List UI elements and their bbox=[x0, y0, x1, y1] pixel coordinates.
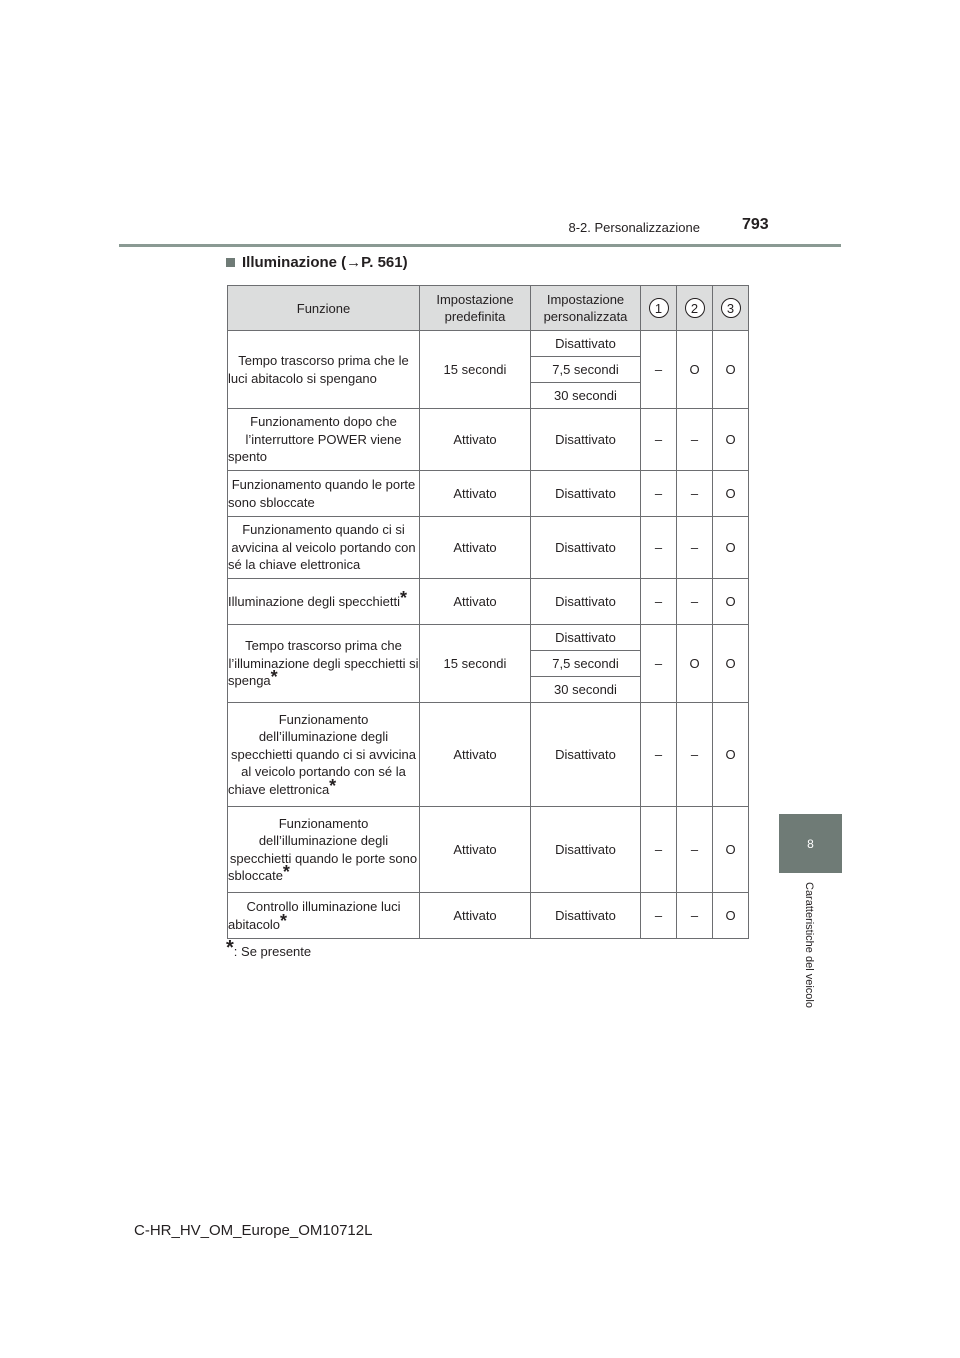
option-3-cell: O bbox=[713, 625, 749, 703]
table-row bbox=[228, 625, 749, 651]
custom-cell: 30 secondi bbox=[531, 383, 641, 409]
table-row bbox=[228, 331, 749, 357]
option-1-cell: – bbox=[641, 625, 677, 703]
circled-2-icon: 2 bbox=[685, 298, 705, 318]
function-text: Controllo illuminazione luci abitacolo bbox=[228, 899, 401, 932]
custom-cell: Disattivato bbox=[531, 703, 641, 807]
option-1-cell: – bbox=[641, 893, 677, 939]
circled-1-icon: 1 bbox=[649, 298, 669, 318]
footer-doc-id: C-HR_HV_OM_Europe_OM10712L bbox=[134, 1222, 373, 1239]
settings-table bbox=[227, 285, 749, 939]
header-option-2 bbox=[677, 286, 713, 331]
option-1-cell: – bbox=[641, 471, 677, 517]
header-function: Funzione bbox=[228, 286, 420, 331]
default-cell: 15 secondi bbox=[420, 331, 531, 409]
function-text: Funzionamento dell’illuminazione degli specchietti quando le porte sono sbloccate bbox=[228, 815, 418, 883]
page-number: 793 bbox=[742, 216, 769, 233]
header-option-3 bbox=[713, 286, 749, 331]
table-header-row bbox=[228, 286, 749, 331]
option-2-cell: O bbox=[677, 331, 713, 409]
option-3-cell: O bbox=[713, 703, 749, 807]
option-2-cell: – bbox=[677, 579, 713, 625]
function-cell: Tempo trascorso prima che le luci abitacolo si spengano bbox=[228, 331, 420, 409]
table-row bbox=[228, 579, 749, 625]
custom-cell: Disattivato bbox=[531, 893, 641, 939]
option-2-cell: – bbox=[677, 471, 713, 517]
section-header: 8-2. Personalizzazione bbox=[568, 220, 700, 235]
footnote bbox=[226, 937, 312, 959]
function-text: Tempo trascorso prima che l’illuminazione degli specchietti si spenga bbox=[228, 638, 419, 689]
option-3-cell: O bbox=[713, 517, 749, 579]
chapter-label: Caratteristiche del veicolo bbox=[803, 882, 815, 1008]
option-2-cell: – bbox=[677, 517, 713, 579]
option-2-cell: – bbox=[677, 703, 713, 807]
default-cell: Attivato bbox=[420, 703, 531, 807]
asterisk-marker: * bbox=[270, 667, 278, 688]
function-cell bbox=[228, 893, 420, 939]
custom-cell: 7,5 secondi bbox=[531, 357, 641, 383]
footnote-text: : Se presente bbox=[233, 944, 312, 959]
table-row bbox=[228, 807, 749, 893]
option-1-cell: – bbox=[641, 703, 677, 807]
section-heading bbox=[226, 254, 408, 271]
custom-cell: 30 secondi bbox=[531, 677, 641, 703]
option-2-cell: – bbox=[677, 807, 713, 893]
function-cell bbox=[228, 807, 420, 893]
option-3-cell: O bbox=[713, 893, 749, 939]
custom-cell: Disattivato bbox=[531, 517, 641, 579]
default-cell: Attivato bbox=[420, 517, 531, 579]
custom-cell: 7,5 secondi bbox=[531, 651, 641, 677]
option-3-cell: O bbox=[713, 579, 749, 625]
option-1-cell: – bbox=[641, 517, 677, 579]
function-cell: Funzionamento quando ci si avvicina al veicolo portando con sé la chiave elettronica bbox=[228, 517, 420, 579]
chapter-number: 8 bbox=[807, 836, 814, 851]
header-custom: Impostazione personalizzata bbox=[531, 286, 641, 331]
chapter-tab[interactable] bbox=[779, 814, 842, 873]
option-2-cell: – bbox=[677, 893, 713, 939]
option-3-cell: O bbox=[713, 471, 749, 517]
header-option-1 bbox=[641, 286, 677, 331]
function-text: Funzionamento dell’illuminazione degli specchietti quando ci si avvicina al veicolo portando con sé la chiave elettronica bbox=[228, 711, 416, 797]
asterisk-marker: * bbox=[280, 910, 288, 931]
circled-3-icon: 3 bbox=[721, 298, 741, 318]
option-3-cell: O bbox=[713, 331, 749, 409]
table-row bbox=[228, 893, 749, 939]
asterisk-marker: * bbox=[399, 587, 407, 608]
option-2-cell: O bbox=[677, 625, 713, 703]
default-cell: 15 secondi bbox=[420, 625, 531, 703]
custom-cell: Disattivato bbox=[531, 471, 641, 517]
function-cell bbox=[228, 625, 420, 703]
heading-title: Illuminazione (→P. 561) bbox=[242, 254, 408, 271]
table-row bbox=[228, 471, 749, 517]
function-cell bbox=[228, 703, 420, 807]
function-cell: Funzionamento dopo che l’interruttore POWER viene spento bbox=[228, 409, 420, 471]
header-default: Impostazione predefinita bbox=[420, 286, 531, 331]
option-1-cell: – bbox=[641, 579, 677, 625]
table-row bbox=[228, 703, 749, 807]
table-row bbox=[228, 409, 749, 471]
function-cell bbox=[228, 579, 420, 625]
function-text: Illuminazione degli specchietti bbox=[228, 593, 400, 609]
table-row bbox=[228, 517, 749, 579]
custom-cell: Disattivato bbox=[531, 625, 641, 651]
default-cell: Attivato bbox=[420, 893, 531, 939]
option-3-cell: O bbox=[713, 807, 749, 893]
custom-cell: Disattivato bbox=[531, 579, 641, 625]
asterisk-marker: * bbox=[329, 775, 337, 796]
asterisk-marker: * bbox=[226, 937, 234, 959]
custom-cell: Disattivato bbox=[531, 807, 641, 893]
custom-cell: Disattivato bbox=[531, 331, 641, 357]
square-bullet-icon bbox=[226, 258, 235, 267]
option-1-cell: – bbox=[641, 409, 677, 471]
function-cell: Funzionamento quando le porte sono sbloccate bbox=[228, 471, 420, 517]
default-cell: Attivato bbox=[420, 409, 531, 471]
default-cell: Attivato bbox=[420, 807, 531, 893]
custom-cell: Disattivato bbox=[531, 409, 641, 471]
option-1-cell: – bbox=[641, 807, 677, 893]
option-3-cell: O bbox=[713, 409, 749, 471]
default-cell: Attivato bbox=[420, 471, 531, 517]
asterisk-marker: * bbox=[282, 862, 290, 883]
default-cell: Attivato bbox=[420, 579, 531, 625]
header-rule bbox=[119, 244, 841, 247]
option-2-cell: – bbox=[677, 409, 713, 471]
option-1-cell: – bbox=[641, 331, 677, 409]
